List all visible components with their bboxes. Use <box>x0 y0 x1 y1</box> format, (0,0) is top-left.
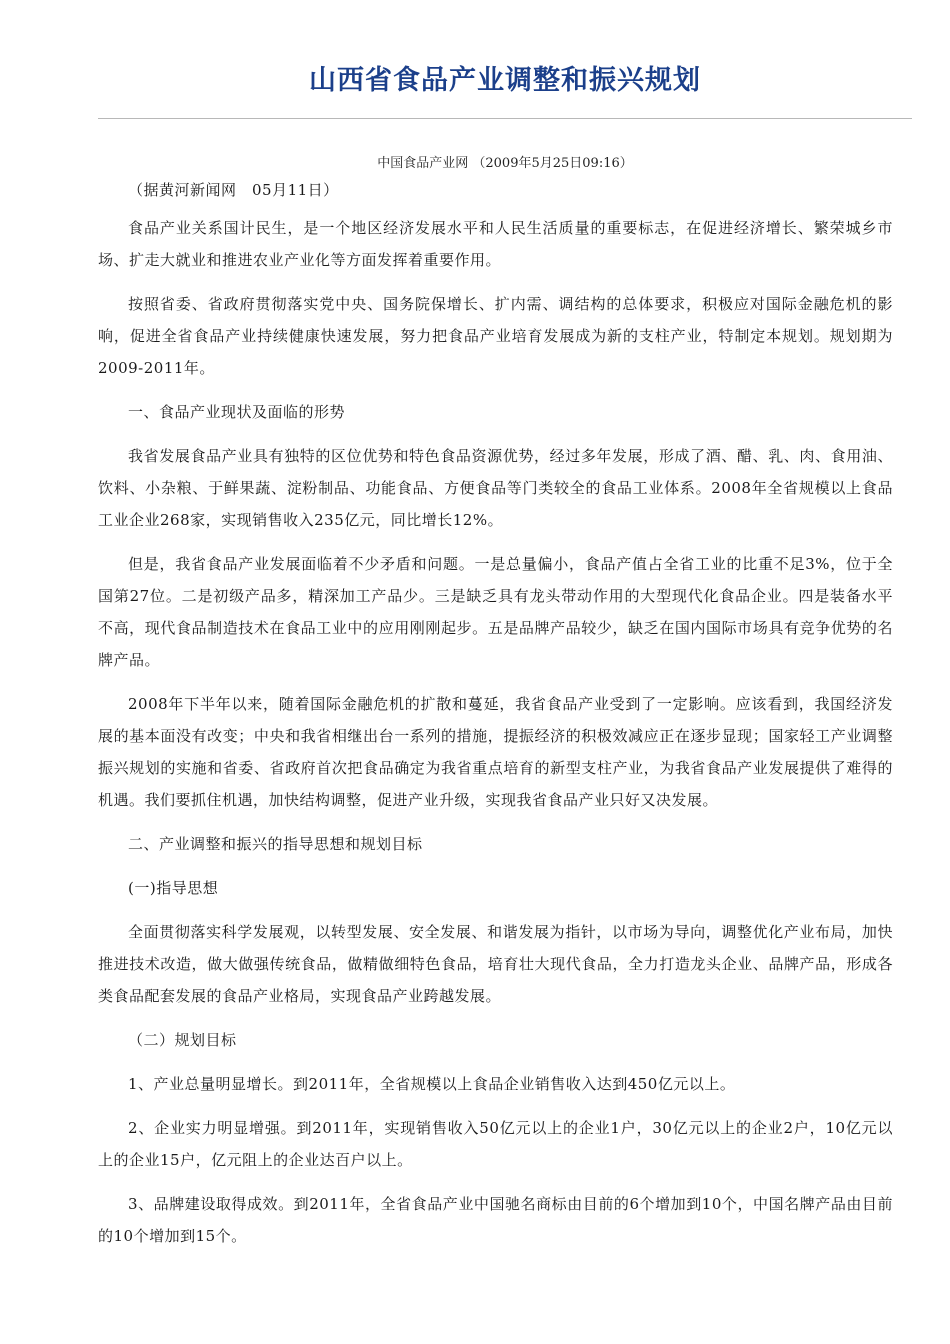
goal-item-1: 1、产业总量明显增长。到2011年，全省规模以上食品企业销售收入达到450亿元以上。 <box>128 1075 736 1093</box>
paragraph-purpose: 按照省委、省政府贯彻落实党中央、国务院保增长、扩内需、调结构的总体要求，积极应对国际金融危机的影响，促进全省食品产业持续健康快速发展，努力把食品产业培育发展成为新的支柱产业，特制定本规划。规划期为2009-2011年。 <box>98 295 893 377</box>
paragraph-advantages: 我省发展食品产业具有独特的区位优势和特色食品资源优势，经过多年发展，形成了酒、醋、乳、肉、食用油、饮料、小杂粮、于鲜果蔬、淀粉制品、功能食品、方便食品等门类较全的食品工业体系。2008年全省规模以上食品工业企业268家，实现销售收入235亿元，同比增长12%。 <box>98 447 893 529</box>
paragraph-guiding-ideas: 全面贯彻落实科学发展观，以转型发展、安全发展、和谐发展为指针，以市场为导向，调整优化产业布局，加快推进技术改造，做大做强传统食品，做精做细特色食品，培育壮大现代食品，全力打造龙头企业、品牌产品，形成各类食品配套发展的食品产业格局，实现食品产业跨越发展。 <box>98 923 893 1005</box>
dateline: （据黄河新闻网 05月11日） <box>128 181 339 199</box>
title-divider <box>98 118 912 119</box>
paragraph-problems: 但是，我省食品产业发展面临着不少矛盾和问题。一是总量偏小，食品产值占全省工业的比重不足3%，位于全国第27位。二是初级产品多，精深加工产品少。三是缺乏具有龙头带动作用的大型现代化食品企业。四是装备水平不高，现代食品制造技术在食品工业中的应用刚刚起步。五是品牌产品较少，缺乏在国内国际市场具有竞争优势的名牌产品。 <box>98 555 893 669</box>
subsection-heading-2: （二）规划目标 <box>128 1031 237 1049</box>
section-heading-2: 二、产业调整和振兴的指导思想和规划目标 <box>128 835 423 853</box>
source-line: 中国食品产业网 （2009年5月25日09:16） <box>377 156 633 171</box>
paragraph-opportunities: 2008年下半年以来，随着国际金融危机的扩散和蔓延，我省食品产业受到了一定影响。应该看到，我国经济发展的基本面没有改变；中央和我省相继出台一系列的措施，提振经济的积极效减应正在逐步显现；国家轻工产业调整振兴规划的实施和省委、省政府首次把食品确定为我省重点培育的新型支柱产业，为我省食品产业发展提供了难得的机遇。我们要抓住机遇，加快结构调整，促进产业升级，实现我省食品产业只好又决发展。 <box>98 695 893 809</box>
goal-item-2: 2、企业实力明显增强。到2011年，实现销售收入50亿元以上的企业1户，30亿元以上的企业2户，10亿元以上的企业15户，亿元阻上的企业达百户以上。 <box>98 1119 893 1169</box>
document-title: 山西省食品产业调整和振兴规划 <box>309 65 701 96</box>
article-body <box>98 174 893 1264</box>
section-heading-1: 一、食品产业现状及面临的形势 <box>128 403 346 421</box>
subsection-heading-1: (一)指导思想 <box>128 879 219 897</box>
paragraph-intro: 食品产业关系国计民生，是一个地区经济发展水平和人民生活质量的重要标志，在促进经济增长、繁荣城乡市场、扩走大就业和推进农业产业化等方面发挥着重要作用。 <box>98 219 893 269</box>
goal-item-3: 3、品牌建设取得成效。到2011年，全省食品产业中国驰名商标由目前的6个增加到10个，中国名牌产品由目前的10个增加到15个。 <box>98 1195 893 1245</box>
